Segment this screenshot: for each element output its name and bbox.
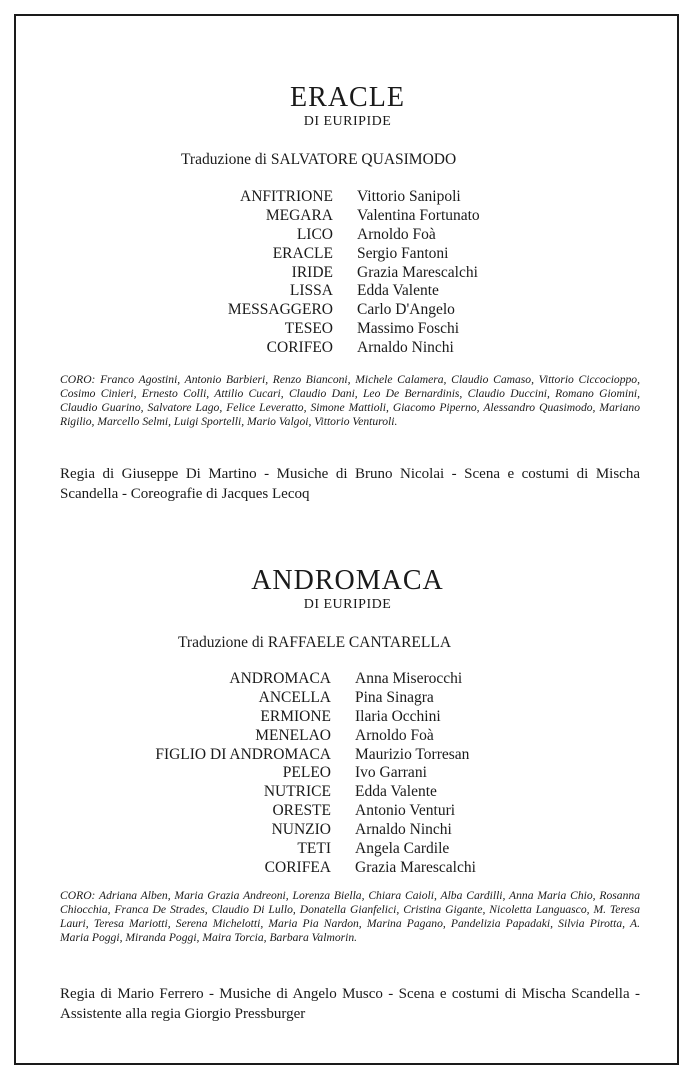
cast-row bbox=[0, 859, 695, 878]
role-name: ORESTE bbox=[272, 802, 331, 820]
actor-name: Arnoldo Foà bbox=[357, 225, 436, 243]
actor-name: Arnoldo Foà bbox=[355, 726, 434, 744]
role-name: FIGLIO DI ANDROMACA bbox=[155, 745, 331, 763]
cast-row bbox=[0, 727, 695, 746]
play-title: ERACLE bbox=[290, 82, 405, 113]
actor-name: Grazia Marescalchi bbox=[355, 858, 476, 876]
role-name: PELEO bbox=[282, 764, 331, 782]
play-author: DI EURIPIDE bbox=[303, 597, 392, 612]
role-name: TESEO bbox=[284, 320, 333, 338]
actor-name: Arnaldo Ninchi bbox=[355, 821, 452, 839]
role-name: MENELAO bbox=[255, 726, 331, 744]
cast-row bbox=[0, 840, 695, 859]
play-title: ANDROMACA bbox=[251, 565, 444, 596]
actor-name: Maurizio Torresan bbox=[355, 745, 470, 763]
actor-name: Edda Valente bbox=[357, 282, 439, 300]
play-eracle bbox=[0, 84, 695, 130]
translation-credit: Traduzione di RAFFAELE CANTARELLA bbox=[178, 634, 452, 651]
cast-row bbox=[0, 245, 695, 264]
chorus-names: Adriana Alben, Maria Grazia Andreoni, Lorenza Biella, Chiara Caioli, Alba Cardilli, Anna Maria Chio, Rosanna Chiocchia, Franca De Strades, Claudio Di Lullo, Donatella Gianfelici, Cristina Gigante, Nicoletta Languasco, M. Teresa Lauri, Teresa Mariotti, Serena Michelotti, Maria Pia Nardon, Marina Pagano, Pandelizia Papadaki, Silvia Pirotta, A. Maria Poggi, Miranda Poggi, Maira Torcia, Barbara Valmorin. bbox=[60, 889, 640, 944]
cast-row bbox=[0, 708, 695, 727]
actor-name: Anna Miserocchi bbox=[355, 670, 463, 687]
role-name: NUNZIO bbox=[271, 821, 331, 839]
cast-row bbox=[0, 226, 695, 245]
role-name: IRIDE bbox=[291, 263, 333, 281]
role-name: LICO bbox=[296, 225, 333, 243]
actor-name: Vittorio Sanipoli bbox=[357, 188, 461, 205]
role-name: NUTRICE bbox=[263, 783, 331, 801]
role-name: ANCELLA bbox=[258, 688, 331, 706]
cast-row bbox=[0, 264, 695, 283]
chorus-label: CORO: bbox=[60, 889, 96, 902]
actor-name: Grazia Marescalchi bbox=[357, 263, 478, 281]
actor-name: Carlo D'Angelo bbox=[357, 301, 455, 319]
actor-name: Massimo Foschi bbox=[357, 320, 460, 338]
cast-row bbox=[0, 821, 695, 840]
actor-name: Edda Valente bbox=[355, 783, 437, 801]
chorus-names: Franco Agostini, Antonio Barbieri, Renzo Bianconi, Michele Calamera, Claudio Camaso, Vittorio Ciccocioppo, Cosimo Cinieri, Ernesto Colli, Attilio Cucari, Claudio Dani, Leo De Bernardinis, Claudio Duccini, Romano Giomini, Claudio Guarino, Salvatore Lago, Felice Leveratto, Simone Mattioli, Giacomo Piperno, Alessandro Quasimodo, Mariano Rigilio, Marcello Selmi, Luigi Sportelli, Mario Valgoi, Vittorio Venturoli. bbox=[60, 373, 640, 428]
cast-row bbox=[0, 207, 695, 226]
cast-list bbox=[0, 188, 695, 358]
cast-row bbox=[0, 188, 695, 207]
cast-row bbox=[0, 746, 695, 765]
role-name: LISSA bbox=[289, 282, 333, 300]
cast-row bbox=[0, 802, 695, 821]
actor-name: Antonio Venturi bbox=[355, 802, 456, 820]
actor-name: Ivo Garrani bbox=[355, 764, 427, 782]
cast-row bbox=[0, 670, 695, 689]
actor-name: Ilaria Occhini bbox=[355, 707, 441, 725]
cast-row bbox=[0, 764, 695, 783]
cast-list bbox=[0, 670, 695, 878]
chorus-list bbox=[60, 889, 640, 945]
role-name: ANDROMACA bbox=[229, 670, 331, 687]
cast-row bbox=[0, 339, 695, 358]
actor-name: Valentina Fortunato bbox=[357, 206, 480, 224]
role-name: CORIFEO bbox=[266, 339, 333, 357]
cast-row bbox=[0, 320, 695, 339]
play-author: DI EURIPIDE bbox=[303, 114, 392, 129]
role-name: MEGARA bbox=[265, 206, 333, 224]
chorus-label: CORO: bbox=[60, 373, 96, 386]
role-name: ERMIONE bbox=[260, 707, 331, 725]
production-credits: Regia di Giuseppe Di Martino - Musiche di Bruno Nicolai - Scena e costumi di Mischa Scandella - Coreografie di Jacques Lecoq bbox=[60, 466, 640, 502]
production-credits: Regia di Mario Ferrero - Musiche di Angelo Musco - Scena e costumi di Mischa Scandella - Assistente alla regia Giorgio Pressburger bbox=[60, 986, 640, 1022]
cast-row bbox=[0, 689, 695, 708]
role-name: TETI bbox=[297, 840, 331, 858]
actor-name: Arnaldo Ninchi bbox=[357, 339, 454, 357]
actor-name: Sergio Fantoni bbox=[357, 244, 449, 262]
role-name: CORIFEA bbox=[264, 858, 331, 876]
translation-credit: Traduzione di SALVATORE QUASIMODO bbox=[181, 151, 457, 168]
actor-name: Pina Sinagra bbox=[355, 688, 434, 706]
cast-row bbox=[0, 301, 695, 320]
cast-row bbox=[0, 282, 695, 301]
actor-name: Angela Cardile bbox=[355, 840, 450, 858]
role-name: MESSAGGERO bbox=[227, 301, 333, 319]
play-andromaca bbox=[0, 567, 695, 613]
role-name: ERACLE bbox=[272, 244, 333, 262]
role-name: ANFITRIONE bbox=[240, 188, 333, 205]
chorus-list bbox=[60, 373, 640, 429]
cast-row bbox=[0, 783, 695, 802]
